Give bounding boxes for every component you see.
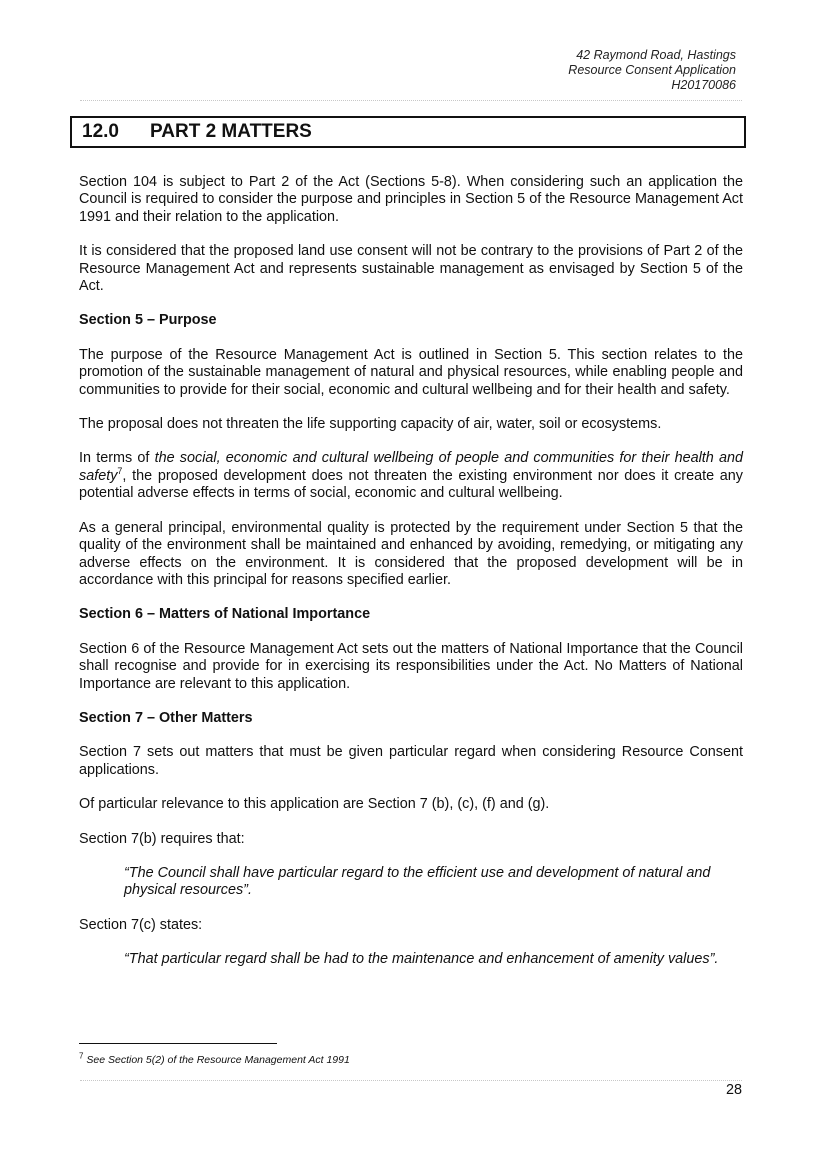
header-divider (80, 100, 742, 101)
section-number: 12.0 (82, 121, 119, 142)
paragraph: The proposal does not threaten the life supporting capacity of air, water, soil or ecosystems. (79, 416, 662, 433)
subheading-section-7: Section 7 – Other Matters (79, 709, 253, 726)
footnote-text: See Section 5(2) of the Resource Management Act 1991 (86, 1054, 350, 1066)
subheading-section-6: Section 6 – Matters of National Importance (79, 606, 371, 623)
header-reference: H20170086 (671, 78, 736, 92)
paragraph: It is considered that the proposed land use consent will not be contrary to the provisions of Part 2 of the Resource Management Act and represents sustainable management as envisaged by Section 5 of the Act. (79, 243, 743, 295)
paragraph: Of particular relevance to this application are Section 7 (b), (c), (f) and (g). (79, 796, 550, 813)
footnote-reference: 7 (117, 466, 123, 477)
page-header (568, 48, 736, 93)
subheading-section-5: Section 5 – Purpose (79, 312, 217, 329)
paragraph: Section 104 is subject to Part 2 of the Act (Sections 5-8). When considering such an application the Council is required to consider the purpose and principles in Section 5 of the Resource Management Act 1991 and their relation to the application. (79, 174, 743, 225)
paragraph-with-footnote (79, 450, 743, 502)
section-heading (70, 116, 746, 148)
paragraph: Section 6 of the Resource Management Act sets out the matters of National Importance that the Council shall recognise and provide for in exercising its responsibilities under the Act. No Matters of National Importance are relevant to this application. (79, 640, 743, 692)
quotation: “That particular regard shall be had to the maintenance and enhancement of amenity values”. (124, 951, 719, 968)
paragraph: Section 7(c) states: (79, 916, 203, 933)
document-body (79, 174, 743, 986)
paragraph: Section 7(b) requires that: (79, 830, 245, 847)
header-address: 42 Raymond Road, Hastings (576, 48, 736, 62)
footnote-number: 7 (79, 1051, 84, 1061)
paragraph: The purpose of the Resource Management Act is outlined in Section 5. This section relates to the promotion of the sustainable management of natural and physical resources, while enabling people and communities to provide for their social, economic and cultural wellbeing and for their health and safety. (79, 346, 743, 398)
footnote-divider (79, 1043, 277, 1044)
paragraph-rest: , the proposed development does not threaten the existing environment nor does it create any potential adverse effects in terms of social, economic and cultural wellbeing. (79, 467, 743, 502)
footer-divider (80, 1080, 742, 1081)
page-number: 28 (725, 1082, 742, 1098)
section-title: PART 2 MATTERS (150, 121, 312, 142)
paragraph-lead: In terms of (79, 450, 155, 467)
paragraph: Section 7 sets out matters that must be given particular regard when considering Resource Consent applications. (79, 744, 743, 778)
header-doc-title: Resource Consent Application (568, 63, 736, 77)
quotation: “The Council shall have particular regard to the efficient use and development of natural and physical resources”. (124, 864, 711, 899)
paragraph: As a general principal, environmental quality is protected by the requirement under Section 5 that the quality of the environment shall be maintained and enhanced by avoiding, remedying, or mitigating any adverse effects on the environment. It is considered that the proposed development will be in accordance with this principal for reasons specified earlier. (79, 519, 743, 588)
footnote (79, 1051, 350, 1066)
paragraph-italic-phrase: the social, economic and cultural wellbeing of people and communities for their health and safety (79, 450, 743, 484)
